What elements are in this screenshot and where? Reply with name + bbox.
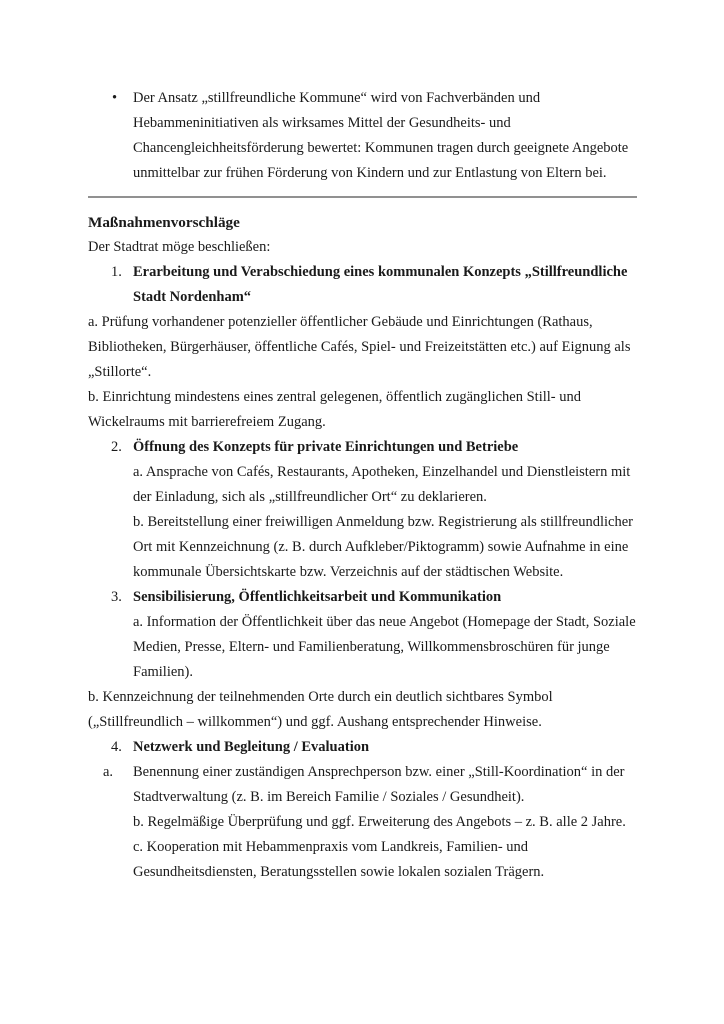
list-item-1-title: Erarbeitung und Verabschiedung eines kommunalen Konzepts „Stillfreundliche Stadt Nordenham“ <box>133 264 628 305</box>
list-item-4-number: 4. <box>111 739 122 755</box>
section-intro-line: Der Stadtrat möge beschließen: <box>88 239 271 255</box>
list-item-1-title-row <box>88 260 637 310</box>
list-item-1-number: 1. <box>111 264 122 280</box>
item-4-sub-a-row <box>88 760 637 810</box>
list-item-4-title-row <box>88 735 637 760</box>
item-4-sub-a: Benennung einer zuständigen Ansprechperson bzw. einer „Still-Koordination“ in der Stadtverwaltung (z. B. im Bereich Familie / Soziales / Gesundheit). <box>133 764 625 805</box>
item-2-sub-a: a. Ansprache von Cafés, Restaurants, Apotheken, Einzelhandel und Dienstleistern mit der Einladung, sich als „stillfreundlicher Ort“ zu deklarieren. <box>133 464 631 505</box>
item-2-sub-b: b. Bereitstellung einer freiwilligen Anmeldung bzw. Registrierung als stillfreundlicher Ort mit Kennzeichnung (z. B. durch Aufkleber/Piktogramm) sowie Aufnahme in eine kommunale Übersichtskarte bzw. Verzeichnis auf der städtischen Website. <box>133 514 633 580</box>
item-4-sub-b: b. Regelmäßige Überprüfung und ggf. Erweiterung des Angebots – z. B. alle 2 Jahre. <box>133 814 626 830</box>
list-item-2-title-row <box>88 435 637 460</box>
list-item-3-number: 3. <box>111 589 122 605</box>
bullet-icon: • <box>112 90 118 106</box>
item-3-sub-a: a. Information der Öffentlichkeit über das neue Angebot (Homepage der Stadt, Soziale Medien, Presse, Eltern- und Familienberatung, Willkommensbroschüren für junge Familien). <box>133 614 636 680</box>
item-4-sub-a-letter: a. <box>103 764 114 780</box>
item-1-sub-b: b. Einrichtung mindestens eines zentral gelegenen, öffentlich zugänglichen Still- und Wickelraums mit barrierefreiem Zugang. <box>88 389 581 430</box>
list-item-3-title-row <box>88 585 637 610</box>
intro-bullet-text: Der Ansatz „stillfreundliche Kommune“ wird von Fachverbänden und Hebammeninitiativen als wirksames Mittel der Gesundheits- und Chancengleichheitsförderung bewertet: Kommunen tragen durch geeignete Angebote unmittelbar zur frühen Förderung von Kindern und zur Entlastung von Eltern bei. <box>133 90 629 181</box>
list-item-3-title: Sensibilisierung, Öffentlichkeitsarbeit und Kommunikation <box>133 589 502 605</box>
list-item-2-title: Öffnung des Konzepts für private Einrichtungen und Betriebe <box>133 439 519 455</box>
list-item-4-title: Netzwerk und Begleitung / Evaluation <box>133 739 370 755</box>
item-4-sub-c: c. Kooperation mit Hebammenpraxis vom Landkreis, Familien- und Gesundheitsdiensten, Beratungsstellen sowie lokalen sozialen Trägern. <box>133 839 545 880</box>
section-divider-rule <box>88 196 637 198</box>
item-3-sub-b: b. Kennzeichnung der teilnehmenden Orte durch ein deutlich sichtbares Symbol („Stillfreundlich – willkommen“) und ggf. Aushang entsprechender Hinweise. <box>88 689 553 730</box>
item-1-sub-a: a. Prüfung vorhandener potenzieller öffentlicher Gebäude und Einrichtungen (Rathaus, Bibliotheken, Bürgerhäuser, öffentliche Cafés, Spiel- und Freizeitstätten etc.) auf Eignung als „Stillorte“. <box>88 314 631 380</box>
section-heading: Maßnahmenvorschläge <box>88 214 240 231</box>
intro-bullet-item <box>88 86 637 186</box>
list-item-2-number: 2. <box>111 439 122 455</box>
